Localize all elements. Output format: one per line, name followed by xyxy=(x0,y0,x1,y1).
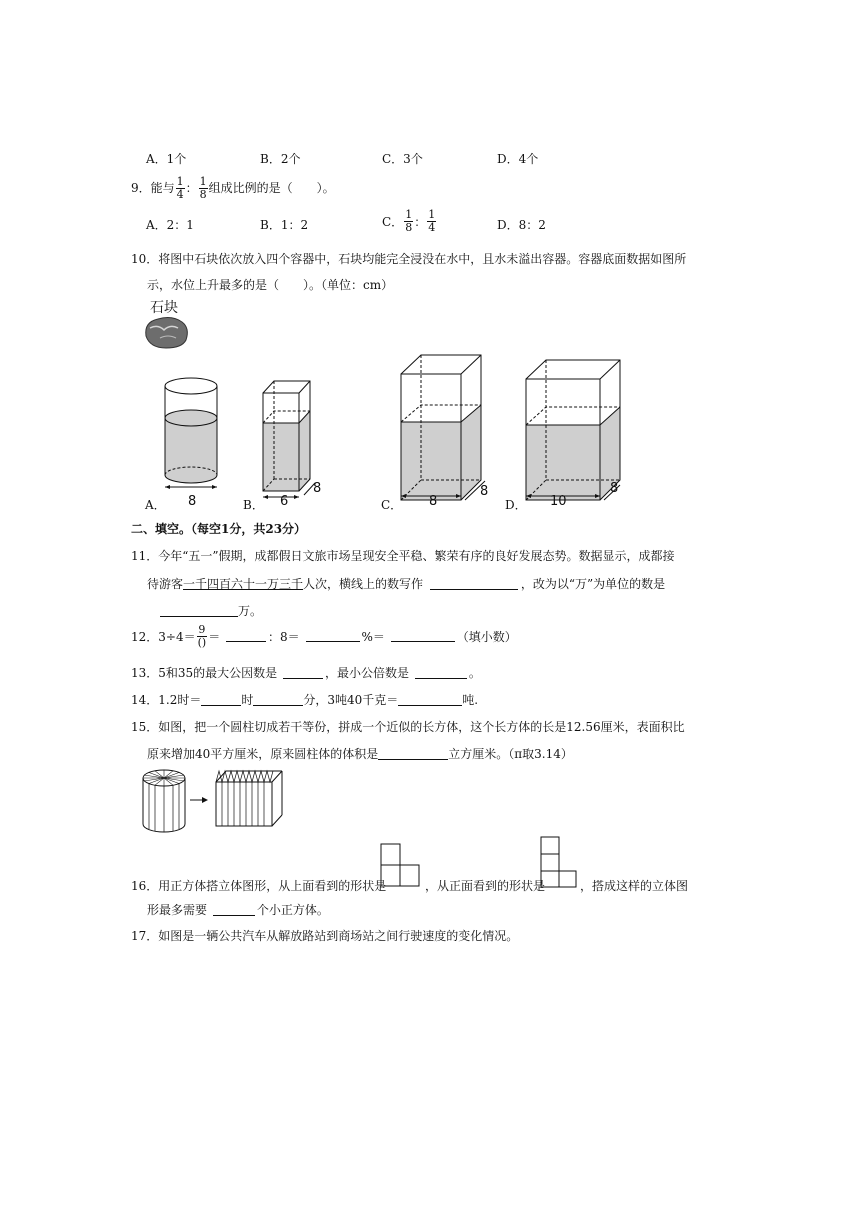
question-13: 13．5和35的最大公因数是 ，最小公倍数是 。 xyxy=(131,666,481,680)
q15-blank-volume[interactable] xyxy=(378,747,448,760)
q11-underlined-number: 一千四百六十一万三千 xyxy=(183,577,304,591)
q10-line-1: 10．将图中石块依次放入四个容器中，石块均能完全浸没在水中，且水未溢出容器。容器底面数据如图所 xyxy=(131,252,687,266)
question-9 xyxy=(131,176,335,201)
container-b-prism xyxy=(255,375,335,510)
q9-colon: ： xyxy=(185,181,198,195)
q9-option-c: C． $\frac{1}{8}$ ： $\frac{1}{4}$ xyxy=(382,208,436,234)
q13-blank-lcm[interactable] xyxy=(415,666,467,679)
container-a-letter: A． xyxy=(145,498,166,512)
container-b-letter: B． xyxy=(243,498,264,512)
question-14: 14．1.2时＝ 时 分，3吨40千克＝ 吨. xyxy=(131,693,479,707)
q15-line-1: 15．如图，把一个圆柱切成若干等份，拼成一个近似的长方体，这个长方体的长是12.56厘米，表面积比 xyxy=(131,720,685,734)
question-12: 12．3÷4＝ $\frac{9}{()}$ ＝ ：8＝ %＝ （填小数） xyxy=(131,623,517,649)
q10-line-2: 示，水位上升最多的是（ ）。（单位：cm） xyxy=(147,278,394,292)
container-c-letter: C． xyxy=(381,498,403,512)
q9-fraction-1: $\frac{1}{4}$ xyxy=(176,175,184,201)
sliced-cylinder xyxy=(143,770,185,832)
q12-fraction: $\frac{9}{()}$ xyxy=(197,623,207,649)
q13-blank-gcd[interactable] xyxy=(283,666,323,679)
container-d-dim-width: 8 xyxy=(610,481,619,496)
section-2-heading: 二、填空。（每空1分，共23分） xyxy=(131,522,307,536)
q11-line-1: 11．今年“五一”假期，成都假日文旅市场呈现安全平稳、繁荣有序的良好发展态势。数据显示，成都接 xyxy=(131,549,675,563)
q11-line-2: 待游客一千四百六十一万三千人次，横线上的数写作 ，改为以“万”为单位的数是 xyxy=(147,577,666,591)
q8-option-b: B．2个 xyxy=(260,152,301,166)
approx-rectangular-prism xyxy=(216,771,282,826)
question-17: 17．如图是一辆公共汽车从解放路站到商场站之间行驶速度的变化情况。 xyxy=(131,929,519,943)
container-d-letter: D． xyxy=(505,498,527,512)
q9-option-d: D．8：2 xyxy=(497,218,546,232)
q9c-fraction-2: $\frac{1}{4}$ xyxy=(428,208,436,234)
q12-blank-1[interactable] xyxy=(226,629,266,642)
q16-text-a: 16．用正方体搭立体图形，从上面看到的形状是 xyxy=(131,879,387,893)
q16-text-c: ，搭成这样的立体图 xyxy=(580,879,689,893)
container-b-dim-length: 6 xyxy=(280,494,289,509)
q16-line-2: 形最多需要 个小正方体。 xyxy=(147,903,329,917)
q9-tail: 组成比例的是（ ）。 xyxy=(208,181,335,195)
q12-blank-2[interactable] xyxy=(306,629,360,642)
q14-blank-hour[interactable] xyxy=(201,693,241,706)
q16-front-view-shape xyxy=(540,836,578,888)
container-c-dim-length: 8 xyxy=(429,494,438,509)
q12-blank-3[interactable] xyxy=(391,629,455,642)
container-d-dim-length: 10 xyxy=(550,494,567,509)
container-a-cylinder xyxy=(140,375,230,510)
q16-blank-count[interactable] xyxy=(213,903,255,916)
q14-blank-minute[interactable] xyxy=(253,693,303,706)
q9c-fraction-1: $\frac{1}{8}$ xyxy=(405,208,413,234)
stone-image xyxy=(142,316,190,350)
container-a-dim: 8 xyxy=(188,494,197,509)
q9-lead: 能与 xyxy=(150,181,175,195)
q9-fraction-2: $\frac{1}{8}$ xyxy=(199,175,207,201)
q15-line-2: 原来增加40平方厘米，原来圆柱体的体积是 立方厘米。（π取3.14） xyxy=(147,747,573,761)
q9-number: 9． xyxy=(131,181,151,195)
q8-option-d: D．4个 xyxy=(497,152,539,166)
container-b-dim-width: 8 xyxy=(313,481,322,496)
container-c-dim-width: 8 xyxy=(480,484,489,499)
q14-blank-ton[interactable] xyxy=(398,693,462,706)
q8-option-a: A．1个 xyxy=(146,152,187,166)
q16-text-b: ，从正面看到的形状是 xyxy=(425,879,546,893)
q15-cylinder-to-prism-figure xyxy=(140,768,290,836)
q11-line-3: 万。 xyxy=(160,602,262,619)
stone-label: 石块 xyxy=(150,300,178,316)
q11-blank-written[interactable] xyxy=(430,577,518,590)
q11-blank-wan[interactable] xyxy=(160,604,238,617)
q9-option-b: B．1：2 xyxy=(260,218,309,232)
q9-option-a: A．2：1 xyxy=(146,218,194,232)
q8-option-c: C．3个 xyxy=(382,152,423,166)
